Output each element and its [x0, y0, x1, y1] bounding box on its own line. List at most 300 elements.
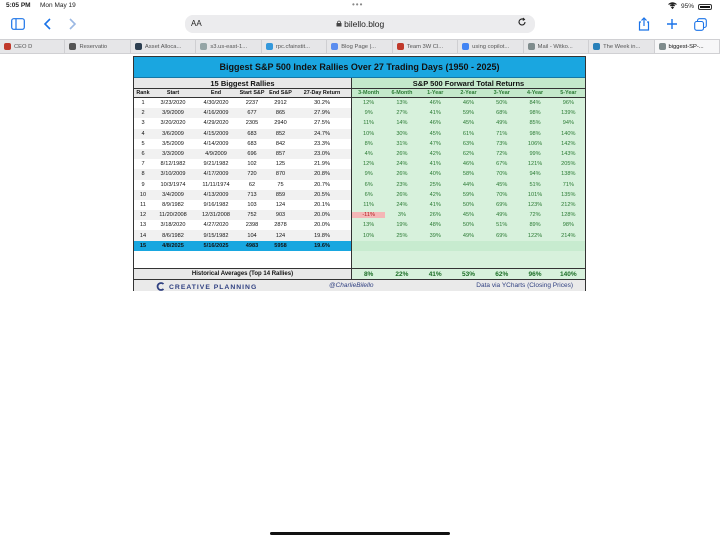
forward-return-cell: 47%	[429, 140, 441, 147]
rally-start: 8/6/1982	[162, 232, 184, 239]
forward-return-cell: 40%	[429, 171, 441, 178]
forward-return-cell: 101%	[527, 191, 543, 198]
rally-end: 4/16/2009	[203, 110, 229, 117]
forward-return-cell: 30%	[396, 130, 408, 137]
rally-es: 857	[275, 151, 286, 158]
forward-return-cell: 41%	[429, 161, 441, 168]
rally-ret: 20.1%	[314, 201, 330, 208]
rally-ss: 2305	[245, 120, 259, 127]
rally-es: 842	[275, 140, 286, 147]
rally-ss: 62	[248, 181, 256, 188]
tab-label: The Week in...	[603, 43, 641, 50]
forward-return-row	[352, 98, 585, 108]
forward-return-cell: 24%	[396, 201, 408, 208]
forward-return-cell: 46%	[429, 120, 441, 127]
url-text	[185, 19, 535, 29]
forward-return-row	[352, 149, 585, 159]
forward-return-cell: 12%	[363, 161, 375, 168]
column-header: 5-Year	[560, 90, 577, 96]
forward-return-row	[352, 190, 585, 200]
column-header: End	[210, 90, 222, 96]
brand-name: CREATIVE PLANNING	[169, 284, 258, 291]
forward-return-cell: 9%	[364, 171, 373, 178]
browser-tab[interactable]	[327, 40, 392, 53]
forward-return-cell: 70%	[496, 191, 508, 198]
tab-favicon-icon	[4, 43, 11, 50]
back-icon[interactable]	[40, 16, 56, 32]
forward-return-cell: 94%	[529, 171, 541, 178]
rally-end: 9/21/1982	[203, 161, 229, 168]
rally-rank: 10	[139, 191, 147, 198]
tab-favicon-icon	[266, 43, 273, 50]
reload-icon[interactable]	[517, 17, 527, 29]
status-date: Mon May 19	[40, 2, 76, 9]
battery-percent: 95%	[680, 3, 694, 10]
forward-return-row	[352, 220, 585, 230]
rally-ss: 696	[247, 151, 257, 158]
rally-row	[134, 169, 351, 179]
sidebar-icon[interactable]	[10, 16, 26, 32]
historical-averages-label: Historical Averages (Top 14 Rallies)	[134, 269, 351, 279]
rally-es: 852	[275, 130, 286, 137]
forward-return-cell: 31%	[396, 140, 408, 147]
average-return-cell: 8%	[363, 270, 374, 278]
rally-ret: 19.8%	[314, 232, 330, 239]
forward-return-cell: 6%	[364, 191, 373, 198]
browser-tab[interactable]	[0, 40, 65, 53]
forward-return-cell: 46%	[462, 161, 475, 168]
forward-return-cell: 10%	[363, 130, 375, 137]
rally-start: 3/5/2009	[162, 140, 184, 147]
forward-return-cell: 212%	[561, 201, 576, 208]
rally-rank: 4	[141, 130, 145, 137]
rally-es: 2912	[274, 100, 287, 107]
rally-ss: 677	[247, 110, 257, 117]
tab-label: Asset Alloca...	[144, 43, 182, 50]
rally-start: 3/10/2009	[160, 171, 186, 178]
rally-ret: 20.5%	[314, 191, 330, 198]
rally-rank: 3	[141, 120, 145, 127]
forward-return-cell: 49%	[462, 232, 475, 239]
forward-return-cell: 84%	[529, 100, 541, 107]
tab-label: Reservatio	[79, 43, 108, 50]
forward-return-row	[352, 118, 585, 128]
tab-bar	[0, 39, 720, 54]
rally-es: 2940	[274, 120, 287, 127]
rally-ret: 20.7%	[314, 181, 330, 188]
rally-end: 11/11/1974	[202, 181, 230, 188]
browser-tab[interactable]	[655, 40, 720, 53]
forward-return-row	[352, 139, 585, 149]
rally-end: 4/14/2009	[203, 140, 229, 147]
forward-return-row	[352, 159, 585, 169]
forward-return-cell: 45%	[429, 130, 441, 137]
rally-row	[134, 241, 351, 251]
forward-return-cell: 72%	[496, 151, 508, 158]
forward-return-cell: 67%	[496, 161, 508, 168]
forward-returns-table	[351, 78, 585, 268]
column-header: Start	[166, 90, 180, 96]
forward-return-cell: 11%	[363, 201, 375, 208]
rallies-table-body	[134, 98, 351, 251]
lock-icon	[336, 19, 344, 29]
forward-return-row	[352, 200, 585, 210]
rally-es: 124	[275, 201, 286, 208]
browser-tab[interactable]	[196, 40, 261, 53]
forward-return-row	[352, 129, 585, 139]
forward-return-cell: 41%	[429, 110, 441, 117]
forward-return-cell: 121%	[527, 161, 543, 168]
forward-return-cell: 13%	[396, 100, 408, 107]
status-time: 5:05 PM	[6, 2, 31, 9]
average-return-cell: 53%	[461, 270, 475, 278]
column-header: 3-Month	[358, 90, 380, 96]
multitask-dots-icon[interactable]: •••	[352, 0, 364, 9]
rally-es: 75	[277, 181, 284, 188]
historical-averages-row	[134, 268, 585, 279]
average-return-cell: 41%	[428, 270, 442, 278]
forward-return-cell: 122%	[527, 232, 543, 239]
rally-ss: 4983	[245, 242, 259, 249]
forward-return-cell: 98%	[529, 110, 541, 117]
forward-return-cell: 142%	[561, 140, 576, 147]
forward-return-cell: 73%	[496, 140, 508, 147]
rally-es: 125	[275, 161, 286, 168]
rally-row	[134, 230, 351, 240]
rallies-table-header	[134, 89, 351, 98]
tab-label: using copilot...	[472, 43, 510, 50]
forward-return-cell: 69%	[496, 232, 508, 239]
rally-start: 3/18/2020	[160, 222, 186, 229]
forward-return-cell: 26%	[429, 212, 441, 219]
forward-return-cell: 45%	[462, 120, 475, 127]
column-header: 2-Year	[460, 90, 477, 96]
forward-return-cell: 71%	[562, 181, 574, 188]
forward-return-cell: 27%	[396, 110, 408, 117]
forward-return-cell: 135%	[561, 191, 576, 198]
column-header: End S&P	[269, 90, 292, 96]
rally-ret: 23.0%	[314, 151, 330, 158]
rally-row	[134, 159, 351, 169]
status-bar	[0, 0, 720, 11]
new-tab-icon[interactable]	[664, 16, 680, 32]
rally-row	[134, 180, 351, 190]
rally-start: 3/6/2009	[162, 130, 184, 137]
rally-ret: 27.9%	[314, 110, 330, 117]
rally-es: 859	[275, 191, 286, 198]
rally-rank: 2	[141, 110, 145, 117]
forward-return-cell: 49%	[496, 212, 508, 219]
forward-return-cell: 128%	[561, 212, 576, 219]
browser-tab[interactable]	[131, 40, 196, 53]
rally-row	[134, 108, 351, 118]
tab-favicon-icon	[331, 43, 338, 50]
forward-return-cell: 123%	[527, 201, 543, 208]
rally-end: 4/27/2020	[203, 222, 229, 229]
infographic-title: Biggest S&P 500 Index Rallies Over 27 Trading Days (1950 - 2025)	[134, 57, 585, 78]
average-return-cell: 62%	[495, 270, 509, 278]
forward-return-cell: 45%	[462, 212, 475, 219]
rally-ss: 752	[247, 212, 257, 219]
rally-rank: 8	[141, 171, 145, 178]
url-label: bilello.blog	[344, 19, 385, 29]
status-indicators	[668, 2, 712, 11]
rally-rank: 6	[141, 151, 145, 158]
rally-ret: 30.2%	[314, 100, 330, 107]
infographic-footer	[134, 279, 585, 291]
forward-return-cell: 94%	[562, 120, 574, 127]
rally-rank: 9	[141, 181, 145, 188]
forward-return-cell: 71%	[496, 130, 508, 137]
rally-ss: 103	[247, 201, 257, 208]
rally-rank: 5	[141, 140, 145, 147]
forward-return-cell: 26%	[396, 151, 408, 158]
rally-ret: 21.9%	[314, 161, 330, 168]
forward-return-cell: 143%	[561, 151, 576, 158]
forward-return-cell: 98%	[529, 130, 541, 137]
column-header: Rank	[136, 90, 150, 96]
rally-row	[134, 149, 351, 159]
tab-label: s3.us-east-1...	[210, 43, 248, 50]
rally-row	[134, 98, 351, 108]
rally-start: 4/8/2025	[162, 242, 184, 249]
rally-row	[134, 129, 351, 139]
rally-row	[134, 210, 351, 220]
tab-favicon-icon	[462, 43, 469, 50]
forward-return-cell: 25%	[429, 181, 441, 188]
rally-end: 4/15/2009	[203, 130, 229, 137]
forward-return-cell: 98%	[562, 222, 574, 229]
tab-label: Team 3W Cl...	[406, 43, 444, 50]
tab-favicon-icon	[528, 43, 535, 50]
column-header: 4-Year	[526, 90, 544, 96]
average-return-cell: 22%	[395, 270, 409, 278]
forward-return-cell: 140%	[561, 130, 576, 137]
browser-tab[interactable]	[393, 40, 458, 53]
forward-returns-header	[352, 89, 585, 98]
forward-return-cell: 6%	[364, 181, 373, 188]
wifi-icon	[668, 2, 677, 11]
rally-start: 8/9/1982	[162, 201, 184, 208]
forward-return-cell: 61%	[462, 130, 475, 137]
forward-return-cell: 50%	[462, 201, 475, 208]
rally-end: 9/16/1982	[203, 201, 229, 208]
column-header: Start S&P	[239, 90, 265, 96]
forward-return-cell: 9%	[364, 110, 373, 117]
rally-end: 9/15/1982	[203, 232, 229, 239]
rally-row	[134, 200, 351, 210]
tab-favicon-icon	[593, 43, 600, 50]
rally-ret: 27.5%	[314, 120, 330, 127]
forward-return-cell: 72%	[529, 212, 541, 219]
forward-return-cell: 138%	[561, 171, 576, 178]
rally-end: 12/31/2008	[202, 212, 230, 219]
rally-ret: 24.7%	[314, 130, 330, 137]
forward-return-cell: 25%	[396, 232, 408, 239]
forward-return-cell: 3%	[397, 212, 406, 219]
rallies-table-title: 15 Biggest Rallies	[134, 78, 351, 89]
forward-return-cell: 19%	[396, 222, 408, 229]
forward-return-cell: -11%	[352, 212, 385, 218]
forward-return-cell: 50%	[462, 222, 475, 229]
rallies-table	[134, 78, 351, 268]
forward-returns-body	[352, 98, 585, 251]
rally-row	[134, 190, 351, 200]
browser-tab[interactable]	[65, 40, 130, 53]
forward-return-row	[352, 241, 585, 251]
rally-ss: 2237	[245, 100, 259, 107]
column-header: 1-Year	[427, 90, 444, 96]
rally-end: 4/13/2009	[203, 191, 229, 198]
column-header: 6-Month	[391, 90, 413, 96]
rally-infographic	[133, 56, 586, 291]
rally-es: 2878	[274, 222, 287, 229]
rally-es: 5958	[274, 242, 287, 249]
brand	[156, 282, 257, 293]
forward-return-cell: 12%	[363, 100, 375, 107]
forward-return-cell: 44%	[462, 181, 475, 188]
forward-icon[interactable]	[64, 16, 80, 32]
rally-start: 8/12/1982	[160, 161, 186, 168]
reader-aa-button[interactable]: AA	[191, 19, 202, 28]
forward-return-cell: 46%	[429, 100, 441, 107]
rally-ss: 102	[247, 161, 257, 168]
rally-es: 870	[275, 171, 286, 178]
forward-return-row	[352, 169, 585, 179]
rally-start: 3/9/2009	[162, 110, 184, 117]
column-header: 27-Day Return	[303, 90, 341, 96]
forward-returns-title: S&P 500 Forward Total Returns	[352, 78, 585, 89]
rally-ss: 720	[247, 171, 257, 178]
forward-return-cell: 4%	[364, 151, 373, 158]
forward-return-cell: 59%	[462, 191, 475, 198]
rally-start: 11/20/2008	[159, 212, 187, 219]
forward-return-cell: 106%	[527, 140, 543, 147]
rally-rank: 14	[139, 232, 147, 239]
share-icon[interactable]	[636, 16, 652, 32]
forward-return-cell: 70%	[496, 171, 508, 178]
forward-return-cell: 42%	[429, 151, 441, 158]
forward-return-cell: 42%	[429, 191, 441, 198]
rally-rank: 1	[141, 100, 145, 107]
rally-start: 10/3/1974	[160, 181, 186, 188]
address-bar[interactable]	[185, 15, 535, 33]
forward-return-cell: 214%	[561, 232, 576, 239]
rally-end: 4/9/2009	[205, 151, 227, 158]
historical-averages-values	[351, 269, 585, 279]
forward-return-cell: 99%	[529, 151, 541, 158]
rally-es: 865	[275, 110, 286, 117]
rally-ss: 683	[247, 130, 257, 137]
tab-label: rpc.cfainstit...	[275, 43, 310, 50]
forward-return-cell: 11%	[363, 120, 375, 127]
forward-return-row	[352, 108, 585, 118]
forward-return-cell: 8%	[364, 140, 373, 147]
forward-return-cell: 46%	[462, 100, 475, 107]
rally-start: 3/3/2009	[162, 151, 184, 158]
forward-return-cell: 63%	[462, 140, 475, 147]
forward-return-row	[352, 230, 585, 240]
rally-end: 5/16/2025	[203, 242, 229, 249]
forward-return-cell: 49%	[496, 120, 508, 127]
rally-rank: 12	[139, 212, 147, 219]
forward-return-cell: 69%	[496, 201, 508, 208]
forward-return-cell: 68%	[496, 110, 508, 117]
rally-start: 3/20/2020	[160, 120, 186, 127]
browser-tab[interactable]	[589, 40, 654, 53]
tab-overview-icon[interactable]	[692, 16, 708, 32]
rally-rank: 7	[141, 161, 145, 168]
browser-tab[interactable]	[524, 40, 589, 53]
tab-label: CEO D	[14, 43, 33, 50]
tab-favicon-icon	[135, 43, 142, 50]
average-return-cell: 96%	[528, 270, 542, 278]
rally-ss: 683	[247, 140, 257, 147]
forward-return-cell: 139%	[561, 110, 576, 117]
forward-return-row	[352, 210, 585, 220]
tab-label: Blog Page |...	[341, 43, 376, 50]
rally-ss: 104	[247, 232, 257, 239]
tab-label: Mail - Witko...	[537, 43, 573, 50]
forward-return-cell: 51%	[496, 222, 508, 229]
rally-end: 4/30/2020	[203, 100, 229, 107]
rally-rank: 11	[140, 201, 146, 208]
forward-return-cell: 58%	[462, 171, 475, 178]
rally-ret: 19.6%	[314, 242, 330, 249]
forward-return-cell: 48%	[429, 222, 441, 229]
rally-ret: 23.3%	[314, 140, 330, 147]
data-source: Data via YCharts (Closing Prices)	[476, 282, 573, 289]
rally-ret: 20.8%	[314, 171, 330, 178]
home-indicator[interactable]	[270, 532, 450, 535]
tab-favicon-icon	[659, 43, 666, 50]
forward-return-cell: 13%	[363, 222, 375, 229]
rally-es: 903	[275, 212, 286, 219]
rally-ss: 2398	[245, 222, 259, 229]
column-header: 3-Year	[493, 90, 510, 96]
forward-return-row	[352, 180, 585, 190]
rally-end: 4/17/2009	[203, 171, 229, 178]
rally-ret: 20.0%	[314, 212, 330, 219]
author-handle: @CharlieBilello	[329, 282, 374, 289]
rally-rank: 13	[139, 222, 147, 229]
rally-ret: 20.0%	[314, 222, 330, 229]
forward-return-cell: 45%	[496, 181, 508, 188]
forward-return-cell: 205%	[561, 161, 576, 168]
browser-tab[interactable]	[458, 40, 523, 53]
rally-row	[134, 220, 351, 230]
browser-tab[interactable]	[262, 40, 327, 53]
rally-rank: 15	[139, 242, 147, 249]
forward-return-cell: 39%	[429, 232, 441, 239]
rally-end: 4/29/2020	[203, 120, 229, 127]
forward-return-cell: 96%	[562, 100, 574, 107]
forward-return-cell: 26%	[396, 191, 408, 198]
forward-return-cell: 26%	[396, 171, 408, 178]
average-return-cell: 140%	[560, 270, 577, 278]
rally-es: 124	[275, 232, 286, 239]
tab-favicon-icon	[200, 43, 207, 50]
tab-label: biggest-SP-...	[668, 43, 704, 50]
tab-favicon-icon	[69, 43, 76, 50]
forward-return-cell: 59%	[462, 110, 475, 117]
creative-planning-logo-icon	[156, 282, 165, 293]
rally-ss: 713	[247, 191, 257, 198]
rally-start: 3/23/2020	[160, 100, 186, 107]
rally-row	[134, 118, 351, 128]
forward-return-cell: 23%	[396, 181, 408, 188]
forward-return-cell: 24%	[396, 161, 408, 168]
